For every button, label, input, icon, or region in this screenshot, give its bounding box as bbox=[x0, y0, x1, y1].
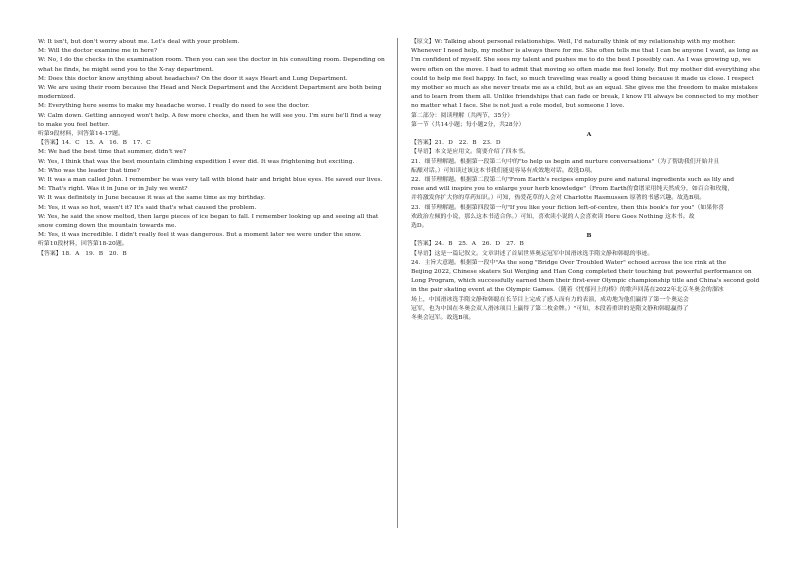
right-text-line: rose and will inspire you to enlarge your herb knowledge"（From Earth的食谱采用纯天然成分，如百合和玫瑰， bbox=[411, 186, 734, 193]
left-text-line: W: It isn't, but don't worry about me. Let's deal with your problem. bbox=[38, 39, 240, 45]
right-text-line: 场上，中国滑冰选手隋文静和韩聪在长节目上完成了感人而有力的表演，成功地为他们赢得了第一个奥运会 bbox=[411, 296, 689, 303]
left-text-line: M: Will the doctor examine me in here? bbox=[38, 48, 158, 55]
left-text-line: modernized. bbox=[38, 94, 76, 101]
left-text-line: 听第9段材料，回答第14-17题。 bbox=[38, 131, 124, 138]
left-text-line: 【答案】18．A 19．B 20．B bbox=[38, 250, 127, 257]
left-text-line: W: Yes, he said the snow melted, then large pieces of ice began to fall. I remember looking up and seeing all that bbox=[38, 213, 379, 220]
right-text-line: 欢政治左倾的小说，那么这本书适合你。）可知，喜欢读小说的人会喜欢读 Here Goes Nothing 这本书。故 bbox=[411, 213, 695, 220]
left-text-line: W: No, I do the checks in the examination room. Then you can see the doctor in his consulting room. Depending on bbox=[38, 57, 385, 64]
left-text-line: W: We are using their room because the Head and Neck Department and the Accident Department are both being bbox=[38, 85, 382, 92]
right-text-line: 第一节（共14小题；每小题2分，共28分） bbox=[411, 121, 525, 128]
left-text-line: M: Does this doctor know anything about headaches? On the door it says Heart and Lung Department. bbox=[38, 75, 348, 82]
right-text-line: and to learn from them all. Unlike friendships that can fade or break, I know I'll always be connected to my mother bbox=[411, 94, 759, 101]
left-text-line: M: Yes, it was so hot, wasn't it? It's said that's what caused the problem. bbox=[38, 204, 257, 211]
right-text-line: 第二部分：阅读理解（共两节，35分） bbox=[411, 112, 514, 119]
left-text-line: W: Yes, I think that was the best mountain climbing expedition I ever did. It was frightening but exciting. bbox=[38, 158, 355, 165]
right-text-line: 【答案】21．D 22．B 23．D bbox=[411, 140, 501, 147]
left-text-line: 【答案】14．C 15．A 16．B 17．C bbox=[38, 140, 151, 147]
left-text-line: W: Calm down. Getting annoyed won't help. A few more checks, and then he will see you. I'm sure he'll find a way bbox=[38, 112, 382, 119]
right-text-line: Whenever I need help, my mother is always there for me. She often tells me that I can be anyone I want, as long as bbox=[411, 48, 759, 55]
left-text-line: snow coming down the mountain towards me. bbox=[38, 223, 177, 230]
right-text-line: in the pair skating event at the Olympic Games.（随着《忧郁河上的桥》的歌声回荡在2022年北京冬奥会的溜冰 bbox=[411, 287, 724, 294]
left-text-line: M: Yes, it was incredible. I didn't really feel it was dangerous. But a moment later we were under the snow. bbox=[38, 232, 362, 239]
left-text-line: W: It was definitely in June because it was at the same time as my birthday. bbox=[38, 195, 266, 202]
right-text-line: 冬奥会冠军。故选B项。 bbox=[411, 315, 475, 322]
right-text-line: my mother so much as she never treats me as a child, but as an equal. She gives me the freedom to make mistakes bbox=[411, 85, 758, 92]
right-text-line: 并将激发你扩大你的草药知识。）可知，热爱花草的人会对 Charlotte Rasmussen 原著的书感兴趣。故选B项。 bbox=[411, 195, 706, 202]
left-text-line: M: We had the best time that summer, didn't we? bbox=[38, 149, 187, 156]
right-text-line: B bbox=[586, 232, 592, 240]
right-text-line: I'm confident of myself. She sees my talent and pushes me to do the best I possibly can. As I was growing up, we bbox=[411, 57, 751, 64]
right-text-line: 冠军，也为中国在冬奥会双人滑冰项目上赢得了第二枚金牌。）"可知，本段着重讲的是隋文静和韩聪赢得了 bbox=[411, 305, 689, 312]
right-text-line: A bbox=[586, 131, 592, 139]
left-text-line: 听第10段材料，回答第18-20题。 bbox=[38, 241, 128, 248]
right-text-line: could to help me feel happy. In fact, so much traveling was really a good thing because it made us close. I respect bbox=[411, 75, 754, 82]
left-text-line: what he finds, he might send you to the X-ray department. bbox=[38, 66, 214, 73]
left-text-line: M: Everything here seems to make my headache worse. I really do need to see the doctor. bbox=[38, 103, 310, 110]
right-text-line: 21．细节理解题。根据第一段第二句中的"to help us begin and nurture conversations"（为了帮助我们开始并且 bbox=[411, 158, 720, 165]
right-text-line: 【导语】本文是应用文。简要介绍了四本书。 bbox=[411, 149, 530, 156]
right-text-line: 23．细节理解题。根据第四段第一句"If you like your fiction left-of-centre, then this book's for you"（如果你喜 bbox=[411, 204, 724, 211]
right-text-line: 酝酿对话。）可知读过该这本书我们能更容易有成效地对话。故选D项。 bbox=[411, 167, 597, 174]
right-text-line: 24．主旨大意题。根据第一段中"As the song "Bridge Over Troubled Water" echoed across the ice rink at the bbox=[411, 259, 727, 266]
right-text-line: no matter what I face. She is not just a role model, but someone I love. bbox=[411, 103, 625, 110]
right-text-line: 【导语】这是一篇记叙文。文章讲述了首届世界奥运冠军中国滑冰选手隋文静和韩聪的事迹。 bbox=[411, 250, 654, 257]
left-text-line: M: Who was the leader that time? bbox=[38, 167, 140, 174]
right-text-line: 【原文】W: Talking about personal relationships. Well, I'd naturally think of my relationship with my mother. bbox=[411, 39, 736, 45]
column-divider bbox=[397, 38, 398, 528]
left-text-line: to make you feel better. bbox=[38, 121, 110, 128]
right-column bbox=[411, 38, 767, 323]
right-text-line: were often on the move. I had to admit that moving so often made me feel lonely. But my mother did everything she bbox=[411, 66, 761, 73]
right-text-line: 22．细节理解题。根据第二段第二句"From Earth's recipes employ pure and natural ingredients such as lily and bbox=[411, 177, 735, 184]
right-text-line: Long Program, which successfully earned them their first-ever Olympic championship title and China's second gold bbox=[411, 278, 760, 285]
left-text-line: W: It was a man called John. I remember he was very tall with blond hair and bright blue eyes. He saved our lives. bbox=[38, 177, 383, 184]
left-column bbox=[38, 38, 394, 259]
right-text-line: 选D。 bbox=[411, 223, 428, 230]
right-text-line: Beijing 2022, Chinese skaters Sui Wenjing and Han Cong completed their touching but powerful performance on bbox=[411, 269, 752, 276]
left-text-line: M: That's right. Was it in June or in July we went? bbox=[38, 186, 188, 193]
right-text-line: 【答案】24．B 25．A 26．D 27．B bbox=[411, 241, 524, 248]
